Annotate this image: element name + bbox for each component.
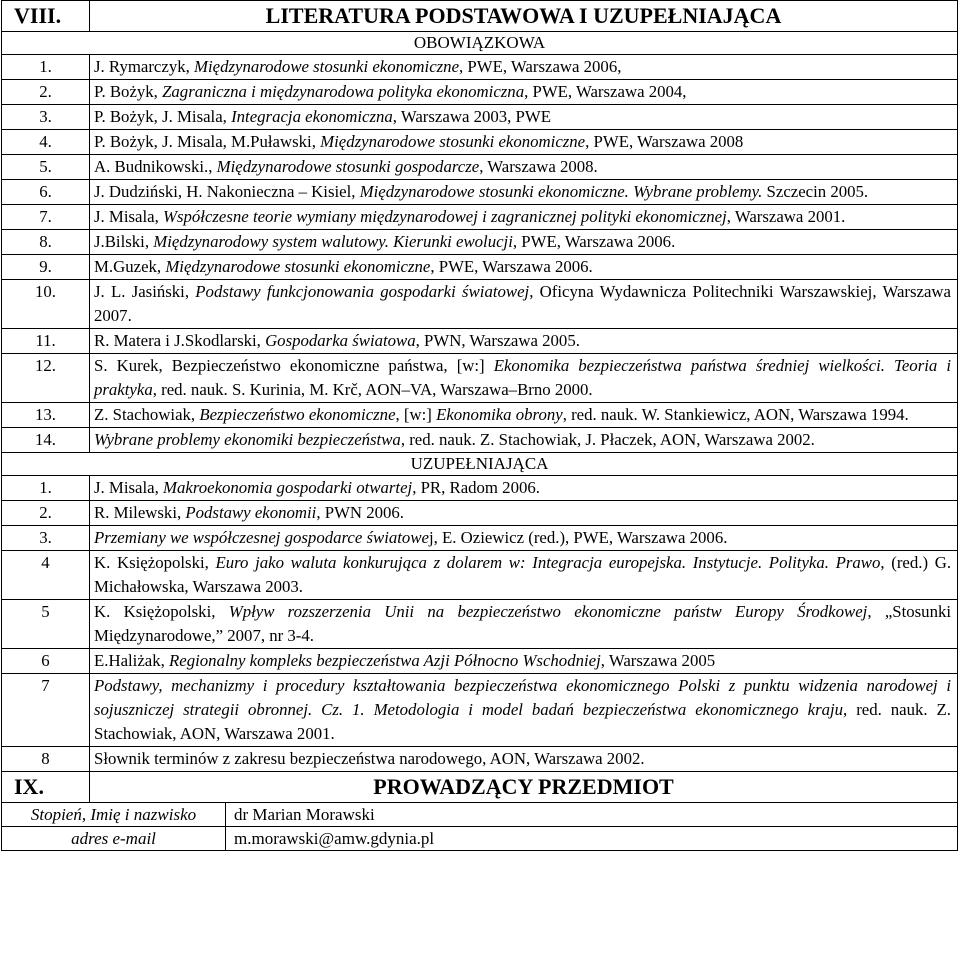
required-item-row bbox=[2, 55, 958, 80]
section-number: VIII. bbox=[2, 1, 90, 32]
item-number: 8. bbox=[2, 230, 90, 255]
citation-text bbox=[90, 551, 958, 600]
supplementary-item-row bbox=[2, 747, 958, 772]
citation-part: Słownik terminów z zakresu bezpieczeństwa narodowego, AON, Warszawa 2002. bbox=[94, 749, 645, 768]
supplementary-item-row bbox=[2, 600, 958, 649]
item-number: 5 bbox=[2, 600, 90, 649]
item-number: 6 bbox=[2, 649, 90, 674]
required-item-row bbox=[2, 230, 958, 255]
item-number: 12. bbox=[2, 354, 90, 403]
citation-title: Bezpieczeństwo ekonomiczne bbox=[199, 405, 396, 424]
citation-part: , Oficyna Wydawnicza Politechniki Warszawskiej, Warszawa 2007. bbox=[94, 282, 951, 325]
citation-part: Szczecin 2005. bbox=[762, 182, 869, 201]
citation-text bbox=[90, 354, 958, 403]
citation-title: Podstawy, mechanizmy i procedury kształtowania bezpieczeństwa ekonomicznego Polski z punktu widzenia narodowej i sojuszniczej strategii obronnej. Cz. 1. Metodologia i model badań bezpieczeństwa ekonomicznego kraju bbox=[94, 676, 952, 719]
citation-text bbox=[90, 255, 958, 280]
citation-text bbox=[90, 180, 958, 205]
citation-text bbox=[90, 403, 958, 428]
citation-part: , red. nauk. W. Stankiewicz, AON, Warszawa 1994. bbox=[562, 405, 909, 424]
citation-title: Euro jako waluta konkurująca z dolarem w: Integracja europejska. Instytucje. Polityka. Prawo bbox=[215, 553, 881, 572]
citation-part: , PWE, Warszawa 2004, bbox=[524, 82, 687, 101]
citation-title: Międzynarodowe stosunki ekonomiczne bbox=[320, 132, 586, 151]
item-number: 10. bbox=[2, 280, 90, 329]
citation-text bbox=[90, 230, 958, 255]
citation-part: , PR, Radom 2006. bbox=[412, 478, 540, 497]
required-item-row bbox=[2, 130, 958, 155]
item-number: 8 bbox=[2, 747, 90, 772]
citation-text bbox=[90, 600, 958, 649]
required-heading: OBOWIĄZKOWA bbox=[2, 32, 958, 55]
supplementary-item-row bbox=[2, 526, 958, 551]
supplementary-item-row bbox=[2, 476, 958, 501]
instructor-name-label: Stopień, Imię i nazwisko bbox=[2, 803, 226, 827]
citation-part: , Warszawa 2003, PWE bbox=[392, 107, 551, 126]
citation-title: Zagraniczna i międzynarodowa polityka ekonomiczna bbox=[162, 82, 525, 101]
citation-part: J. Misala, bbox=[94, 478, 163, 497]
item-number: 7 bbox=[2, 674, 90, 747]
supplementary-item-row bbox=[2, 649, 958, 674]
item-number: 11. bbox=[2, 329, 90, 354]
required-item-row bbox=[2, 354, 958, 403]
citation-title: Międzynarodowy system walutowy. Kierunki ewolucji bbox=[153, 232, 513, 251]
section-header-row bbox=[2, 772, 958, 803]
item-number: 4. bbox=[2, 130, 90, 155]
citation-part: K. Księżopolski, bbox=[94, 602, 229, 621]
citation-part: J. Misala, bbox=[94, 207, 163, 226]
citation-title: Wpływ rozszerzenia Unii na bezpieczeństwo ekonomiczne państw Europy Środkowej bbox=[228, 602, 868, 621]
citation-title: Międzynarodowe stosunki ekonomiczne. Wybrane problemy. bbox=[359, 182, 763, 201]
citation-part: J. L. Jasiński, bbox=[94, 282, 196, 301]
item-number: 4 bbox=[2, 551, 90, 600]
item-number: 2. bbox=[2, 501, 90, 526]
item-number: 3. bbox=[2, 526, 90, 551]
citation-part: R. Milewski, bbox=[94, 503, 186, 522]
instructor-email-label: adres e-mail bbox=[2, 827, 226, 851]
citation-part: J. Dudziński, H. Nakonieczna – Kisiel, bbox=[94, 182, 360, 201]
citation-text bbox=[90, 280, 958, 329]
citation-part: , PWN, Warszawa 2005. bbox=[415, 331, 580, 350]
citation-part: M.Guzek, bbox=[94, 257, 166, 276]
citation-part: , red. nauk. Z. Stachowiak, J. Płaczek, AON, Warszawa 2002. bbox=[400, 430, 815, 449]
item-number: 14. bbox=[2, 428, 90, 453]
citation-title: Ekonomika obrony bbox=[436, 405, 563, 424]
supplementary-item-row bbox=[2, 551, 958, 600]
citation-title: Przemiany we współczesnej gospodarce światowe bbox=[94, 528, 429, 547]
citation-part: R. Matera i J.Skodlarski, bbox=[94, 331, 266, 350]
citation-part: J. Rymarczyk, bbox=[94, 57, 194, 76]
citation-part: P. Bożyk, J. Misala, M.Puławski, bbox=[94, 132, 321, 151]
citation-part: , (red.) G. Michałowska, Warszawa 2003. bbox=[94, 553, 952, 596]
required-item-row bbox=[2, 428, 958, 453]
citation-text bbox=[90, 526, 958, 551]
item-number: 3. bbox=[2, 105, 90, 130]
item-number: 6. bbox=[2, 180, 90, 205]
citation-text bbox=[90, 329, 958, 354]
citation-text bbox=[90, 428, 958, 453]
citation-part: j, E. Oziewicz (red.), PWE, Warszawa 2006. bbox=[428, 528, 728, 547]
required-item-row bbox=[2, 205, 958, 230]
item-number: 2. bbox=[2, 80, 90, 105]
section-title: LITERATURA PODSTAWOWA I UZUPEŁNIAJĄCA bbox=[90, 1, 958, 32]
citation-part: K. Księżopolski, bbox=[94, 553, 216, 572]
item-number: 7. bbox=[2, 205, 90, 230]
citation-text bbox=[90, 674, 958, 747]
item-number: 1. bbox=[2, 476, 90, 501]
instructor-name: dr Marian Morawski bbox=[226, 803, 958, 827]
citation-title: Międzynarodowe stosunki ekonomiczne bbox=[194, 57, 460, 76]
section-number: IX. bbox=[2, 772, 90, 803]
instructor-email[interactable]: m.morawski@amw.gdynia.pl bbox=[226, 827, 958, 851]
citation-title: Makroekonomia gospodarki otwartej bbox=[163, 478, 413, 497]
citation-part: P. Bożyk, J. Misala, bbox=[94, 107, 232, 126]
subheading-row bbox=[2, 32, 958, 55]
citation-title: Podstawy funkcjonowania gospodarki światowej bbox=[195, 282, 530, 301]
citation-title: Międzynarodowe stosunki gospodarcze bbox=[216, 157, 480, 176]
citation-title: Regionalny kompleks bezpieczeństwa Azji Północno Wschodniej bbox=[169, 651, 601, 670]
citation-part: , PWE, Warszawa 2008 bbox=[585, 132, 744, 151]
citation-text bbox=[90, 501, 958, 526]
instructor-row bbox=[2, 803, 958, 827]
citation-part: P. Bożyk, bbox=[94, 82, 163, 101]
citation-part: S. Kurek, Bezpieczeństwo ekonomiczne państwa, [w:] bbox=[94, 356, 494, 375]
supplementary-heading: UZUPEŁNIAJĄCA bbox=[2, 453, 958, 476]
citation-part: , PWE, Warszawa 2006. bbox=[430, 257, 593, 276]
citation-text bbox=[90, 649, 958, 674]
section-title: PROWADZĄCY PRZEDMIOT bbox=[90, 772, 958, 803]
item-number: 13. bbox=[2, 403, 90, 428]
citation-part: Z. Stachowiak, bbox=[94, 405, 200, 424]
citation-part: , „Stosunki Międzynarodowe,” 2007, nr 3-4. bbox=[94, 602, 952, 645]
literature-table bbox=[1, 0, 958, 851]
citation-text bbox=[90, 80, 958, 105]
item-number: 1. bbox=[2, 55, 90, 80]
required-item-row bbox=[2, 80, 958, 105]
citation-part: , PWE, Warszawa 2006. bbox=[512, 232, 676, 251]
citation-part: , Warszawa 2005 bbox=[600, 651, 716, 670]
required-item-row bbox=[2, 255, 958, 280]
required-item-row bbox=[2, 329, 958, 354]
citation-text bbox=[90, 476, 958, 501]
instructor-row bbox=[2, 827, 958, 851]
citation-title: Współczesne teorie wymiany międzynarodowej i zagranicznej polityki ekonomicznej bbox=[163, 207, 727, 226]
section-header-row bbox=[2, 1, 958, 32]
citation-part: J.Bilski, bbox=[94, 232, 154, 251]
required-item-row bbox=[2, 105, 958, 130]
required-item-row bbox=[2, 180, 958, 205]
required-item-row bbox=[2, 403, 958, 428]
citation-title: Podstawy ekonomii bbox=[185, 503, 317, 522]
citation-part: A. Budnikowski., bbox=[94, 157, 217, 176]
subheading-row bbox=[2, 453, 958, 476]
citation-part: E.Haliżak, bbox=[94, 651, 170, 670]
citation-title: Międzynarodowe stosunki ekonomiczne bbox=[165, 257, 431, 276]
literature-document bbox=[1, 0, 957, 962]
required-item-row bbox=[2, 280, 958, 329]
item-number: 5. bbox=[2, 155, 90, 180]
citation-part: , PWN 2006. bbox=[316, 503, 404, 522]
citation-title: Wybrane problemy ekonomiki bezpieczeństwa bbox=[94, 430, 401, 449]
citation-part: , Warszawa 2008. bbox=[479, 157, 598, 176]
supplementary-item-row bbox=[2, 501, 958, 526]
citation-part: , Warszawa 2001. bbox=[726, 207, 846, 226]
citation-title: Gospodarka światowa bbox=[265, 331, 416, 350]
required-item-row bbox=[2, 155, 958, 180]
citation-part: , red. nauk. S. Kurinia, M. Krč, AON–VA, Warszawa–Brno 2000. bbox=[152, 380, 593, 399]
citation-part: , red. nauk. Z. Stachowiak, AON, Warszawa 2001. bbox=[94, 700, 951, 743]
citation-text bbox=[90, 55, 958, 80]
citation-part: , PWE, Warszawa 2006, bbox=[459, 57, 622, 76]
item-number: 9. bbox=[2, 255, 90, 280]
citation-text bbox=[90, 155, 958, 180]
citation-text bbox=[90, 105, 958, 130]
supplementary-item-row bbox=[2, 674, 958, 747]
citation-title: Ekonomika bezpieczeństwa państwa średniej wielkości. Teoria i praktyka bbox=[94, 356, 952, 399]
citation-text bbox=[90, 205, 958, 230]
citation-title: Integracja ekonomiczna bbox=[231, 107, 393, 126]
citation-text bbox=[90, 747, 958, 772]
citation-part: , [w:] bbox=[395, 405, 437, 424]
citation-text bbox=[90, 130, 958, 155]
